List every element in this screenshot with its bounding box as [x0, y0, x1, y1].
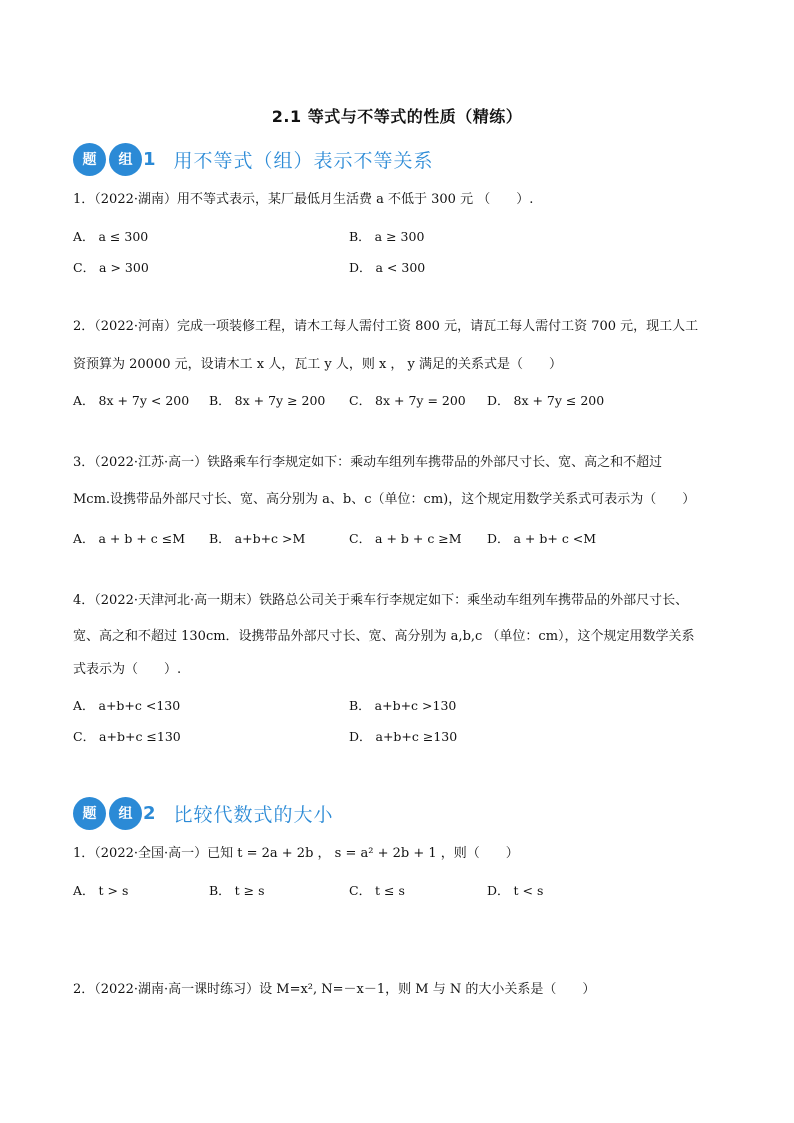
section-header-1 — [73, 139, 434, 179]
section-badge-ti: 题 — [73, 143, 106, 176]
option-a: A． a + b + c ≤M — [73, 531, 186, 546]
question-stem: 1．（2022·湖南）用不等式表示，某厂最低月生活费 a 不低于 300 元 （ ）. — [73, 192, 534, 207]
option-d: D． a + b+ c <M — [487, 531, 597, 546]
question-stem-line: 4．（2022·天津河北·高一期末）铁路总公司关于乘车行李规定如下：乘坐动车组列车携带品的外部尺寸长、 — [73, 593, 689, 608]
section-number: 2 — [143, 802, 156, 824]
question-stem-line: 宽、高之和不超过 130cm．设携带品外部尺寸长、宽、高分别为 a,b,c （单位：cm），这个规定用数学关系 — [73, 629, 695, 644]
section-title: 比较代数式的大小 — [173, 803, 334, 826]
option-d: D． a < 300 — [349, 260, 426, 275]
question-stem: 1．（2022·全国·高一）已知 t = 2a + 2b ， s = a² + 2b + 1 ，则（ ） — [73, 846, 519, 861]
option-a: A． 8x + 7y < 200 — [73, 393, 190, 408]
section-badge-ti: 题 — [73, 797, 106, 830]
option-d: D． 8x + 7y ≤ 200 — [487, 393, 605, 408]
option-d: D． a+b+c ≥130 — [349, 729, 458, 744]
option-a: A． a ≤ 300 — [73, 229, 149, 244]
option-c: C． a + b + c ≥M — [349, 531, 462, 546]
question-stem-line: 3．（2022·江苏·高一）铁路乘车行李规定如下：乘动车组列车携带品的外部尺寸长、宽、高之和不超过 — [73, 455, 663, 470]
section-number: 1 — [143, 148, 156, 170]
section-title: 用不等式（组）表示不等关系 — [173, 149, 434, 172]
section-header-2 — [73, 793, 334, 833]
option-c: C． 8x + 7y = 200 — [349, 393, 466, 408]
option-b: B． t ≥ s — [209, 883, 265, 898]
option-b: B． a+b+c >M — [209, 531, 306, 546]
option-b: B． 8x + 7y ≥ 200 — [209, 393, 326, 408]
section-badge-zu: 组 — [109, 797, 142, 830]
section-badge-zu: 组 — [109, 143, 142, 176]
option-c: C． a+b+c ≤130 — [73, 729, 181, 744]
option-d: D． t < s — [487, 883, 544, 898]
question-stem-line: 2．（2022·河南）完成一项装修工程，请木工每人需付工资 800 元，请瓦工每人需付工资 700 元，现工人工 — [73, 319, 699, 334]
option-c: C． t ≤ s — [349, 883, 405, 898]
page-title: 2.1 等式与不等式的性质（精练） — [271, 107, 523, 126]
option-c: C． a > 300 — [73, 260, 149, 275]
option-a: A． t > s — [73, 883, 129, 898]
question-stem: 2．（2022·湖南·高一课时练习）设 M=x², N=－x－1，则 M 与 N 的大小关系是（ ） — [73, 982, 596, 997]
option-b: B． a ≥ 300 — [349, 229, 425, 244]
option-b: B． a+b+c >130 — [349, 698, 457, 713]
option-a: A． a+b+c <130 — [73, 698, 181, 713]
question-stem-line: 式表示为（ ）. — [73, 662, 182, 677]
question-stem-line: 资预算为 20000 元，设请木工 x 人，瓦工 y 人，则 x ， y 满足的关系式是（ ） — [73, 357, 563, 372]
question-stem-line: Mcm.设携带品外部尺寸长、宽、高分别为 a、b、c（单位：cm)，这个规定用数学关系式可表示为（ ） — [73, 492, 696, 507]
